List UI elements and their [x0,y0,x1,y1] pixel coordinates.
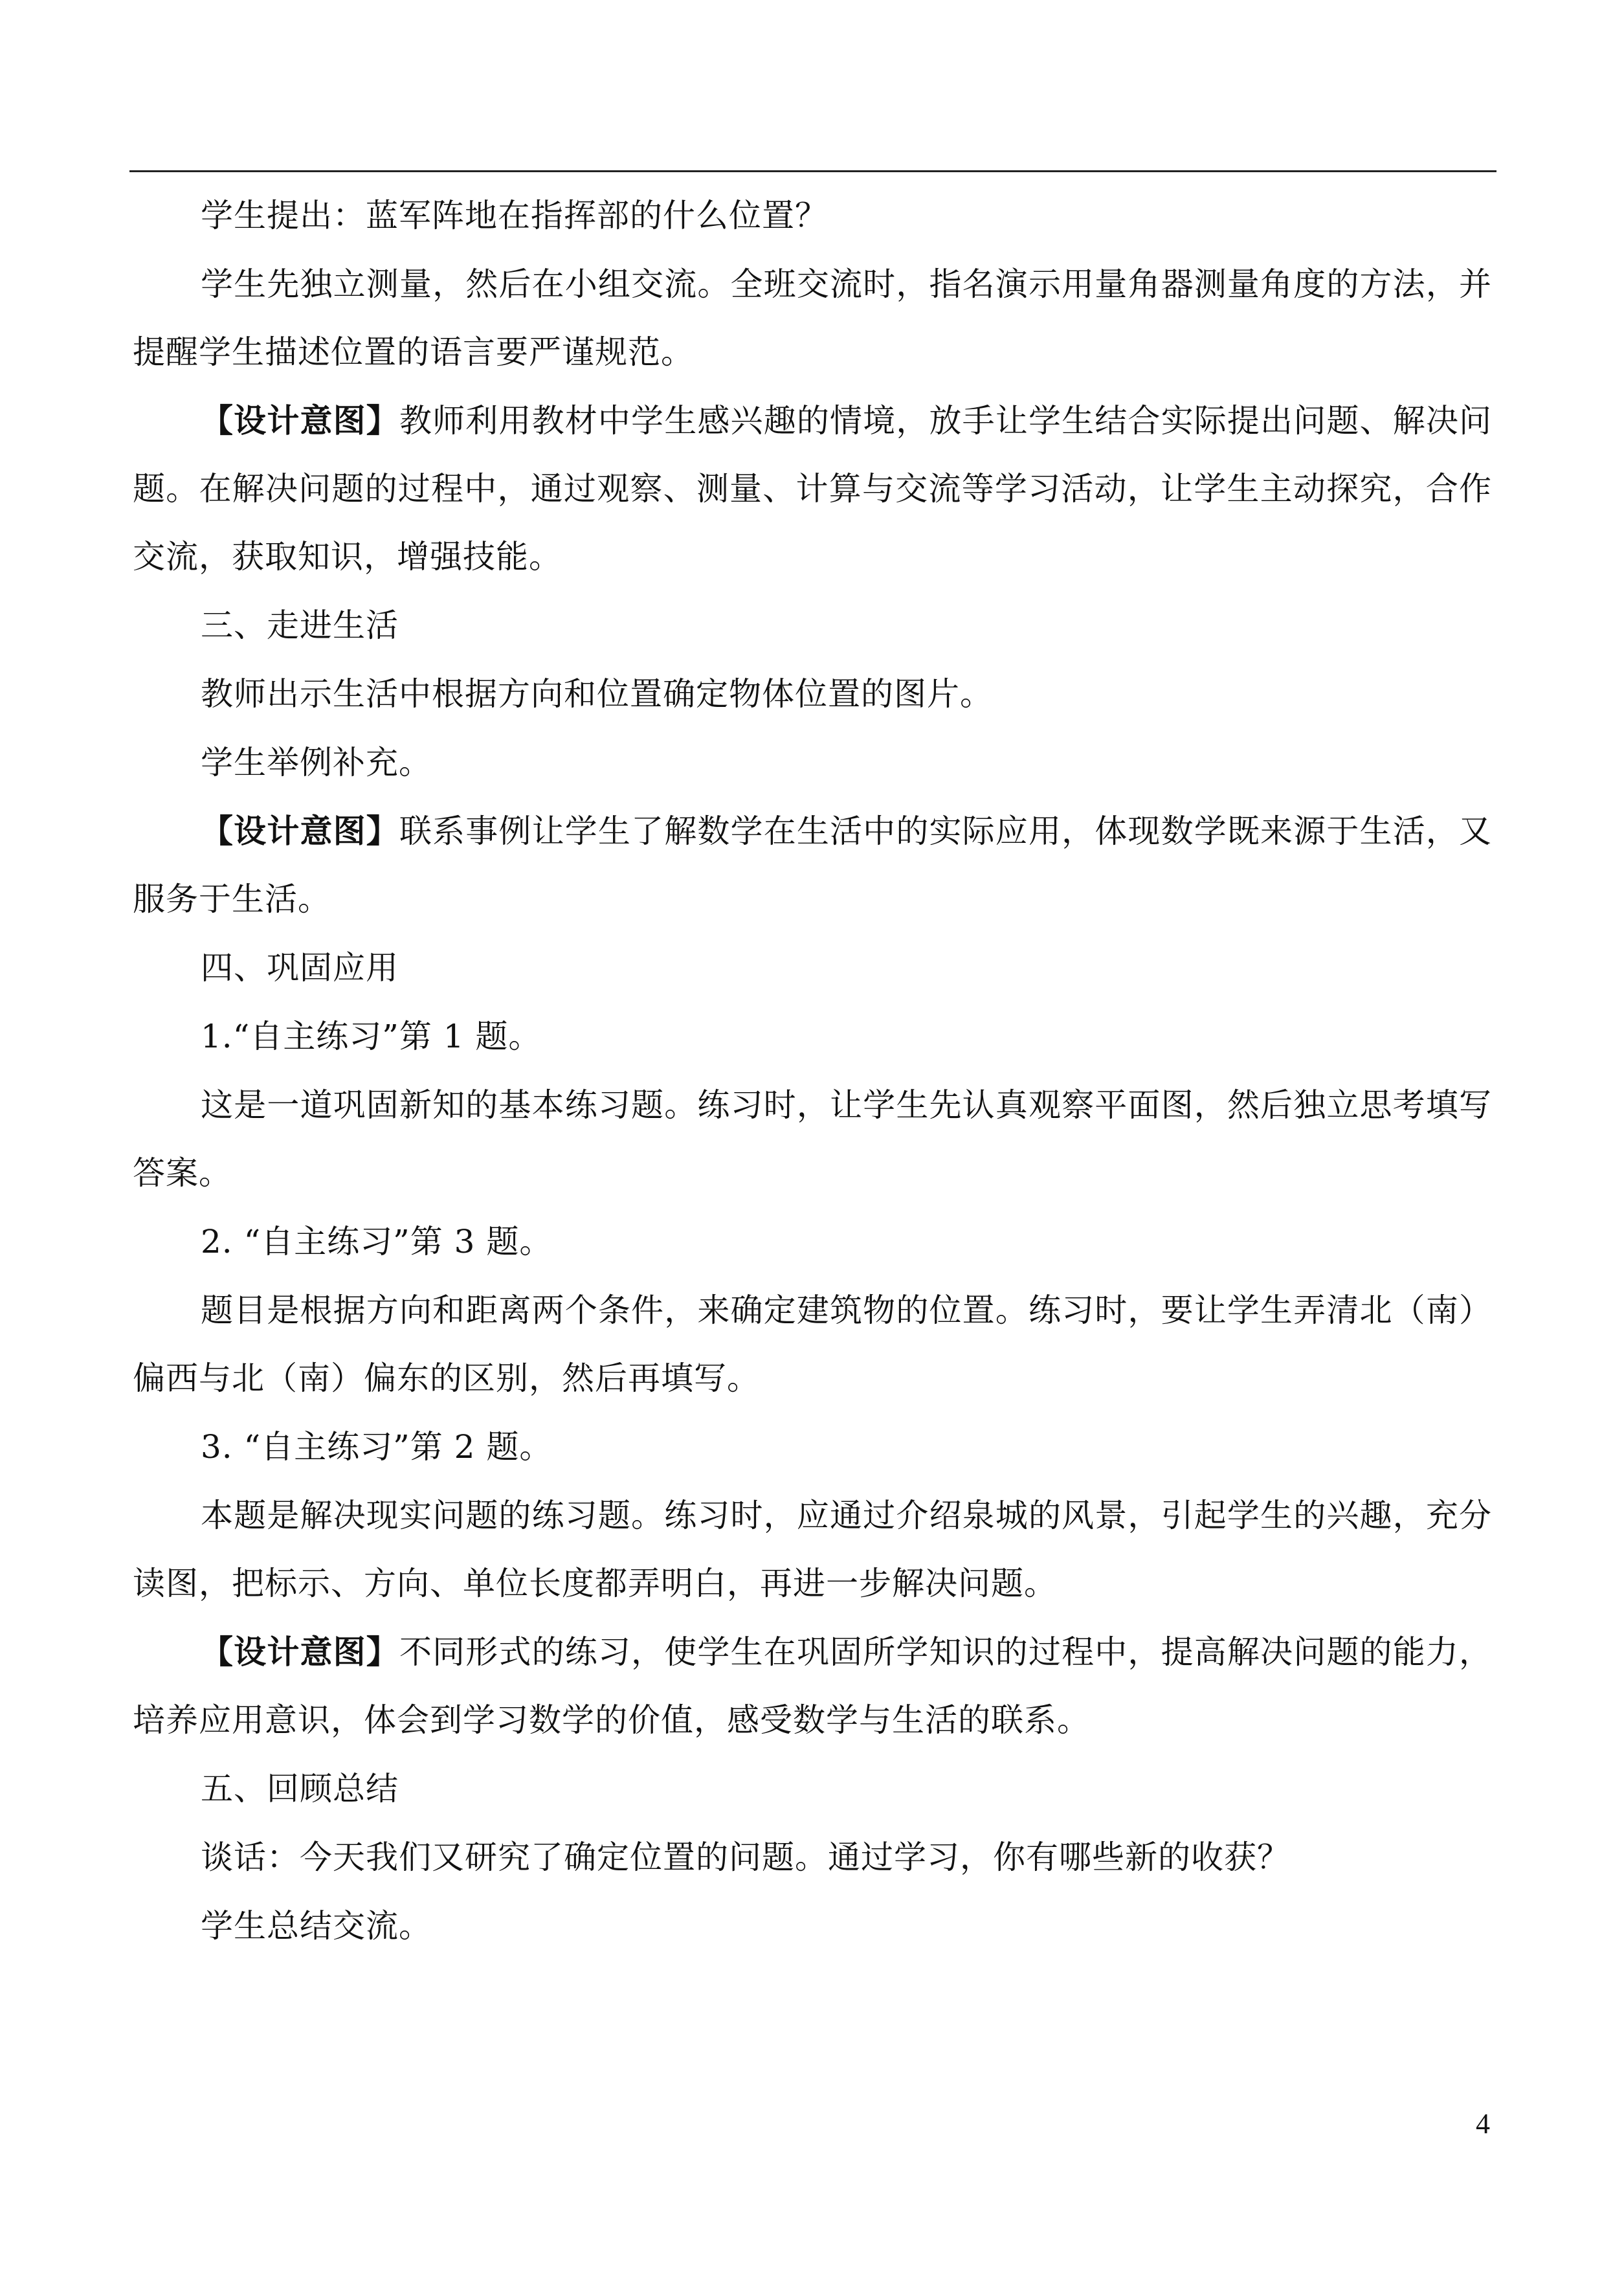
document-body [133,181,1492,1960]
design-intent-tag: 【设计意图】 [201,812,399,850]
design-intent-paragraph: 【设计意图】不同形式的练习，使学生在巩固所学知识的过程中，提高解决问题的能力，培养应用意识，体会到学习数学的价值，感受数学与生活的联系。 [133,1633,1493,1739]
design-intent-paragraph: 【设计意图】联系事例让学生了解数学在生活中的实际应用，体现数学既来源于生活，又服务于生活。 [133,812,1493,918]
paragraph: 教师出示生活中根据方向和位置确定物体位置的图片。 [201,675,993,713]
paragraph: 题目是根据方向和距离两个条件，来确定建筑物的位置。练习时，要让学生弄清北（南）偏西与北（南）偏东的区别，然后再填写。 [133,1292,1492,1397]
paragraph: 谈话：今天我们又研究了确定位置的问题。通过学习，你有哪些新的收获？ [201,1839,1290,1876]
design-intent-paragraph: 【设计意图】教师利用教材中学生感兴趣的情境，放手让学生结合实际提出问题、解决问题。在解决问题的过程中，通过观察、测量、计算与交流等学习活动，让学生主动探究，合作交流，获取知识，增强技能。 [133,401,1493,576]
exercise-item: 2. “自主练习”第 3 题。 [201,1223,553,1260]
header-rule [129,170,1496,172]
paragraph: 学生举例补充。 [201,744,432,781]
paragraph: 学生先独立测量，然后在小组交流。全班交流时，指名演示用量角器测量角度的方法，并提醒学生描述位置的语言要严谨规范。 [133,265,1492,371]
section-heading: 四、巩固应用 [201,949,399,987]
section-heading: 三、走进生活 [201,607,399,644]
page-number: 4 [1476,2108,1490,2140]
paragraph: 本题是解决现实问题的练习题。练习时，应通过介绍泉城的风景，引起学生的兴趣，充分读图，把标示、方向、单位长度都弄明白，再进一步解决问题。 [133,1497,1492,1602]
design-intent-tag: 【设计意图】 [201,401,399,440]
section-heading: 五、回顾总结 [201,1770,399,1807]
paragraph: 学生提出：蓝军阵地在指挥部的什么位置？ [201,197,828,234]
exercise-item: 3. “自主练习”第 2 题。 [201,1428,553,1466]
paragraph: 这是一道巩固新知的基本练习题。练习时，让学生先认真观察平面图，然后独立思考填写答案。 [133,1086,1492,1192]
exercise-item: 1.“自主练习”第 1 题。 [201,1018,542,1055]
design-intent-tag: 【设计意图】 [201,1633,399,1671]
paragraph: 学生总结交流。 [201,1907,432,1945]
